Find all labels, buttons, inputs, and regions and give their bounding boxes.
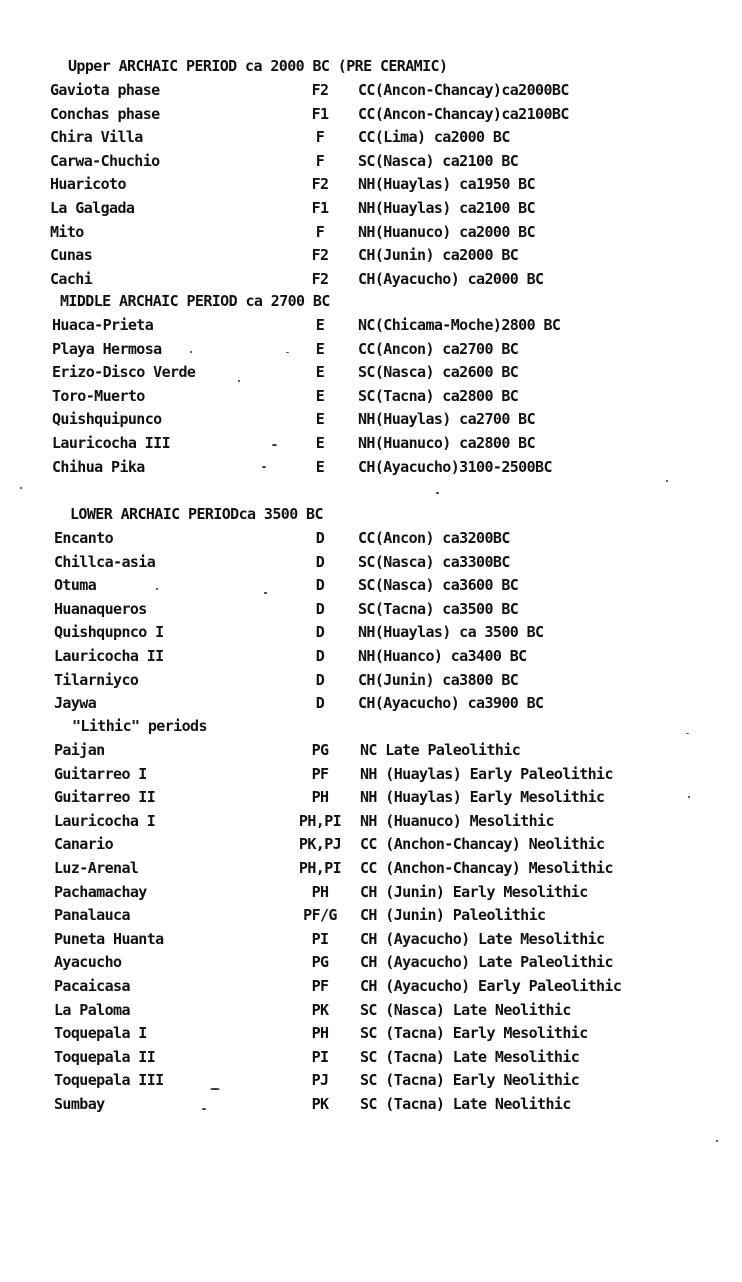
period-code: F2: [311, 175, 329, 194]
scan-speck: [272, 444, 277, 446]
region-date: SC(Tacna) ca2800 BC: [358, 386, 519, 405]
table-row: [0, 1001, 742, 1023]
region-date: NH (Huaylas) Early Paleolithic: [360, 764, 613, 783]
table-row: [0, 434, 742, 456]
table-row: [0, 340, 742, 362]
region-date: SC(Tacna) ca3500 BC: [358, 599, 519, 618]
scan-speck: [202, 1108, 206, 1110]
scan-speck: [436, 492, 439, 494]
table-row: [0, 1095, 742, 1117]
table-row: [0, 199, 742, 221]
site-name: Chira Villa: [50, 128, 143, 147]
period-code: PK,PJ: [298, 835, 342, 854]
period-code: PI: [311, 929, 329, 948]
region-date: NH(Huanuco) ca2000 BC: [358, 222, 536, 241]
scan-speck: [190, 351, 192, 353]
table-row: [0, 105, 742, 127]
region-date: NH(Huaylas) ca 3500 BC: [358, 623, 544, 642]
section-heading: MIDDLE ARCHAIC PERIOD ca 2700 BC: [60, 292, 330, 310]
period-code: PG: [311, 953, 329, 972]
table-row: [0, 741, 742, 763]
table-row: [0, 363, 742, 385]
table-row: [0, 529, 742, 551]
table-row: [0, 623, 742, 645]
region-date: CH (Junin) Paleolithic: [360, 906, 546, 925]
region-date: CC(Lima) ca2000 BC: [358, 128, 510, 147]
section-heading: Upper ARCHAIC PERIOD ca 2000 BC (PRE CERAMIC): [68, 57, 448, 75]
period-code: PH,PI: [298, 811, 342, 830]
region-date: NH (Huanuco) Mesolithic: [360, 811, 554, 830]
table-row: [0, 175, 742, 197]
table-row: [0, 694, 742, 716]
site-name: Huaca-Prieta: [52, 316, 154, 334]
site-name: Quishquipunco: [52, 410, 162, 429]
scan-speck: [686, 733, 689, 734]
site-name: Paijan: [54, 741, 105, 759]
region-date: CH (Ayacucho) Late Mesolithic: [360, 929, 605, 948]
site-name: Luz-Arenal: [54, 859, 139, 877]
site-name: Quishqupnco I: [54, 623, 164, 642]
region-date: CH(Ayacucho) ca3900 BC: [358, 694, 544, 713]
period-code: D: [315, 599, 325, 618]
region-date: SC(Nasca) ca3600 BC: [358, 576, 519, 595]
region-date: NH(Huanuco) ca2800 BC: [358, 434, 536, 452]
scan-speck: [666, 480, 668, 482]
period-code: D: [315, 623, 325, 642]
site-name: Chillca-asia: [54, 552, 156, 571]
region-date: CH(Junin) ca2000 BC: [358, 246, 519, 265]
region-date: CC(Ancon) ca3200BC: [358, 529, 510, 547]
site-name: Toquepala II: [54, 1047, 156, 1066]
site-name: Lauricocha I: [54, 811, 156, 830]
site-name: Sumbay: [54, 1095, 105, 1113]
site-name: Chihua Pika: [52, 457, 145, 476]
region-date: CC (Anchon-Chancay) Mesolithic: [360, 859, 613, 877]
region-date: NH(Huanco) ca3400 BC: [358, 647, 527, 665]
table-row: [0, 576, 742, 598]
region-date: CC(Ancon) ca2700 BC: [358, 339, 519, 358]
table-row: [0, 883, 742, 905]
period-code: D: [315, 576, 325, 595]
region-date: CH(Ayacucho) ca2000 BC: [358, 269, 544, 288]
site-name: Toquepala III: [54, 1071, 164, 1090]
site-name: Lauricocha III: [52, 434, 171, 452]
region-date: NC(Chicama-Moche)2800 BC: [358, 316, 561, 334]
period-code: F2: [311, 269, 329, 288]
period-code: F: [315, 151, 325, 170]
scan-speck: [286, 352, 289, 353]
region-date: NC Late Paleolithic: [360, 741, 521, 759]
scan-speck: [264, 592, 267, 594]
site-name: Playa Hermosa: [52, 339, 162, 358]
period-code: D: [315, 694, 325, 713]
site-name: Mito: [50, 222, 84, 241]
region-date: NH (Huaylas) Early Mesolithic: [360, 788, 605, 807]
site-name: Conchas phase: [50, 104, 160, 123]
site-name: Guitarreo II: [54, 788, 156, 807]
scan-speck: [238, 380, 240, 382]
table-row: [0, 553, 742, 575]
site-name: Cunas: [50, 246, 93, 265]
table-row: [0, 270, 742, 292]
scan-speck: [210, 1088, 220, 1090]
period-code: E: [315, 410, 325, 429]
table-row: [0, 671, 742, 693]
site-name: Carwa-Chuchio: [50, 151, 160, 170]
region-date: SC (Nasca) Late Neolithic: [360, 1000, 571, 1019]
site-name: La Galgada: [50, 199, 135, 217]
site-name: Otuma: [54, 576, 97, 595]
region-date: SC (Tacna) Late Mesolithic: [360, 1047, 580, 1066]
period-code: E: [315, 363, 325, 382]
region-date: SC(Nasca) ca2600 BC: [358, 363, 519, 382]
period-code: E: [315, 339, 325, 358]
region-date: SC(Nasca) ca3300BC: [358, 552, 510, 571]
table-row: [0, 1048, 742, 1070]
period-code: D: [315, 552, 325, 571]
table-row: [0, 1024, 742, 1046]
period-code: PI: [311, 1047, 329, 1066]
site-name: Lauricocha II: [54, 647, 164, 665]
region-date: SC (Tacna) Late Neolithic: [360, 1095, 571, 1113]
region-date: CH (Ayacucho) Early Paleolithic: [360, 977, 622, 995]
scan-speck: [262, 466, 266, 468]
table-row: [0, 458, 742, 480]
site-name: Gaviota phase: [50, 81, 160, 99]
period-code: E: [315, 316, 325, 334]
period-code: E: [315, 434, 325, 452]
site-name: Cachi: [50, 269, 93, 288]
table-row: [0, 835, 742, 857]
site-name: Panalauca: [54, 906, 130, 925]
table-row: [0, 128, 742, 150]
table-row: [0, 387, 742, 409]
scan-speck: [156, 588, 158, 590]
site-name: Pacaicasa: [54, 977, 130, 995]
region-date: NH(Huaylas) ca2700 BC: [358, 410, 536, 429]
period-code: PH: [311, 882, 329, 901]
period-code: PJ: [311, 1071, 329, 1090]
table-row: [0, 812, 742, 834]
table-row: [0, 316, 742, 338]
region-date: SC(Nasca) ca2100 BC: [358, 151, 519, 170]
table-row: [0, 859, 742, 881]
region-date: CC(Ancon-Chancay)ca2000BC: [358, 81, 569, 99]
table-row: [0, 223, 742, 245]
site-name: Tilarniyco: [54, 670, 139, 689]
scan-speck: [20, 487, 22, 489]
region-date: SC (Tacna) Early Neolithic: [360, 1071, 580, 1090]
table-row: [0, 647, 742, 669]
period-code: E: [315, 457, 325, 476]
period-code: F2: [311, 246, 329, 265]
period-code: PK: [311, 1000, 329, 1019]
table-row: [0, 81, 742, 103]
table-row: [0, 246, 742, 268]
site-name: Pachamachay: [54, 882, 147, 901]
site-name: Puneta Huanta: [54, 929, 164, 948]
period-code: PG: [311, 741, 329, 759]
period-code: F: [315, 222, 325, 241]
table-row: [0, 930, 742, 952]
site-name: Huanaqueros: [54, 599, 147, 618]
period-code: PH: [311, 1024, 329, 1043]
site-name: Toquepala I: [54, 1024, 147, 1043]
period-code: PF: [311, 764, 329, 783]
table-row: [0, 1071, 742, 1093]
table-row: [0, 765, 742, 787]
site-name: Erizo-Disco Verde: [52, 363, 196, 382]
site-name: Canario: [54, 835, 114, 854]
table-row: [0, 600, 742, 622]
scan-speck: [688, 796, 690, 798]
section-heading: LOWER ARCHAIC PERIODca 3500 BC: [70, 505, 323, 523]
region-date: NH(Huaylas) ca1950 BC: [358, 175, 536, 194]
period-code: PH,PI: [298, 859, 342, 877]
region-date: CH(Junin) ca3800 BC: [358, 670, 519, 689]
section-heading: "Lithic" periods: [72, 717, 207, 735]
table-row: [0, 410, 742, 432]
region-date: CH(Ayacucho)3100-2500BC: [358, 457, 552, 476]
region-date: CH (Junin) Early Mesolithic: [360, 882, 588, 901]
period-code: D: [315, 529, 325, 547]
region-date: SC (Tacna) Early Mesolithic: [360, 1024, 588, 1043]
period-code: PF/G: [303, 906, 337, 925]
region-date: CC (Anchon-Chancay) Neolithic: [360, 835, 605, 854]
site-name: Ayacucho: [54, 953, 122, 972]
period-code: F2: [311, 81, 329, 99]
period-code: E: [315, 386, 325, 405]
period-code: PF: [311, 977, 329, 995]
site-name: Huaricoto: [50, 175, 126, 194]
period-code: F1: [311, 104, 329, 123]
site-name: Jaywa: [54, 694, 97, 713]
period-code: PH: [311, 788, 329, 807]
period-code: F: [315, 128, 325, 147]
site-name: Toro-Muerto: [52, 386, 145, 405]
region-date: CH (Ayacucho) Late Paleolithic: [360, 953, 613, 972]
period-code: D: [315, 670, 325, 689]
period-code: D: [315, 647, 325, 665]
table-row: [0, 953, 742, 975]
table-row: [0, 788, 742, 810]
site-name: La Paloma: [54, 1000, 130, 1019]
table-row: [0, 906, 742, 928]
site-name: Guitarreo I: [54, 764, 147, 783]
table-row: [0, 977, 742, 999]
region-date: CC(Ancon-Chancay)ca2100BC: [358, 104, 569, 123]
scan-speck: [716, 1140, 718, 1142]
period-code: F1: [311, 199, 329, 217]
period-code: PK: [311, 1095, 329, 1113]
table-row: [0, 152, 742, 174]
region-date: NH(Huaylas) ca2100 BC: [358, 199, 536, 217]
site-name: Encanto: [54, 529, 114, 547]
